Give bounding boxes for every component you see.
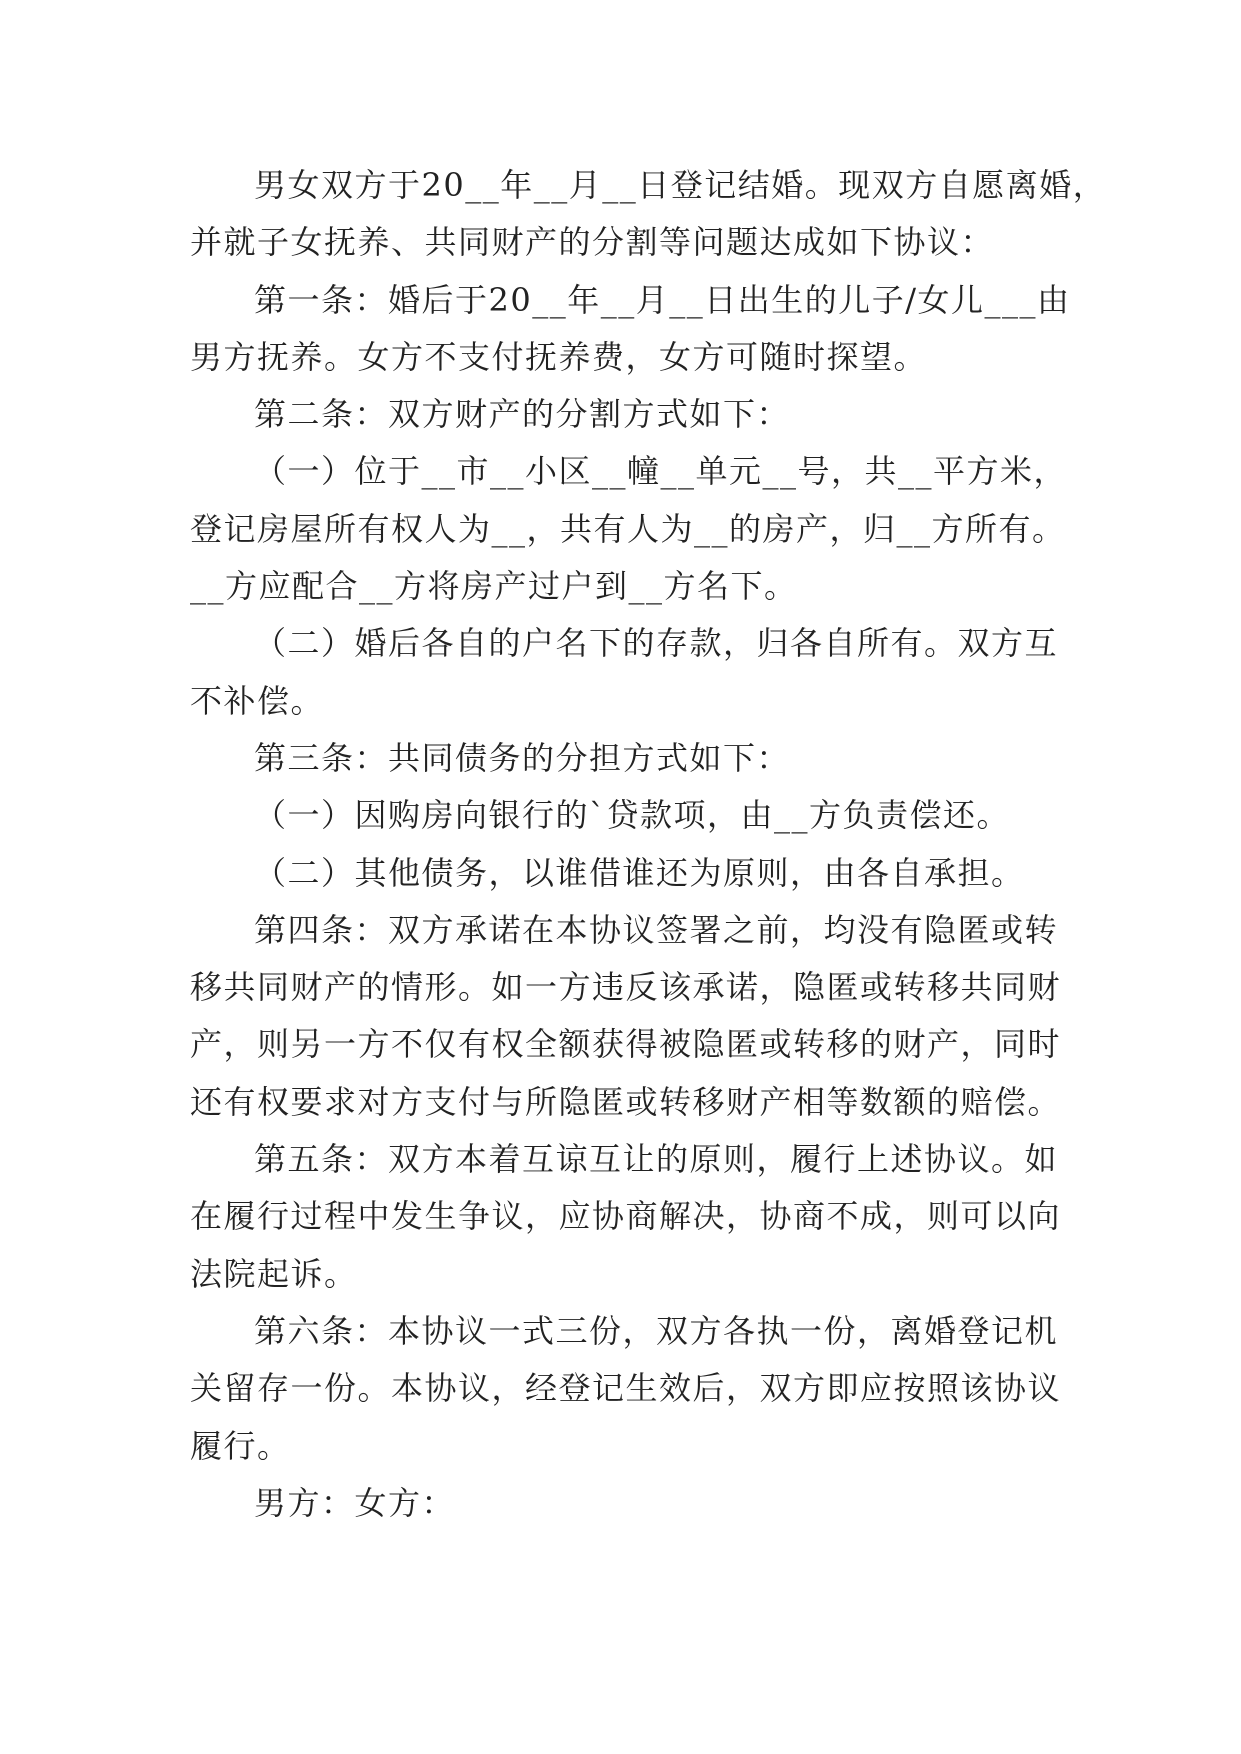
text-line: 并就子女抚养、共同财产的分割等问题达成如下协议： bbox=[190, 223, 995, 262]
text-line: 登记房屋所有权人为__，共有人为__的房产，归__方所有。 bbox=[190, 509, 1066, 548]
text-line: 产，则另一方不仅有权全额获得被隐匿或转移的财产，同时 bbox=[190, 1025, 1062, 1064]
signature-line bbox=[190, 1475, 1090, 1532]
paragraph-article-5 bbox=[190, 1131, 1090, 1303]
text-line: （二）其他债务，以谁借谁还为原则，由各自承担。 bbox=[254, 853, 1025, 892]
text-line: 第五条：双方本着互谅互让的原则，履行上述协议。如 bbox=[254, 1140, 1059, 1179]
text-line: __方应配合__方将房产过户到__方名下。 bbox=[190, 567, 798, 606]
paragraph-article-3-item-2 bbox=[190, 845, 1090, 902]
agreement-body bbox=[190, 157, 1107, 1532]
text-line: 还有权要求对方支付与所隐匿或转移财产相等数额的赔偿。 bbox=[190, 1082, 1062, 1121]
text-line: 男方：女方： bbox=[254, 1483, 456, 1522]
paragraph-article-1 bbox=[190, 272, 1090, 387]
paragraph-article-3-item-1 bbox=[190, 787, 1090, 844]
paragraph-article-4 bbox=[190, 902, 1090, 1131]
paragraph-intro bbox=[190, 157, 1107, 272]
text-line: 第四条：双方承诺在本协议签署之前，均没有隐匿或转 bbox=[254, 910, 1059, 949]
text-line: （一）因购房向银行的`贷款项，由__方负责偿还。 bbox=[254, 796, 1011, 835]
text-line: 男方抚养。女方不支付抚养费，女方可随时探望。 bbox=[190, 337, 928, 376]
paragraph-article-2 bbox=[190, 386, 1090, 443]
text-line: 第一条：婚后于20__年__月__日出生的儿子/女儿___由 bbox=[254, 280, 1071, 319]
text-line: 第三条：共同债务的分担方式如下： bbox=[254, 738, 791, 777]
text-line: 关留存一份。本协议，经登记生效后，双方即应按照该协议 bbox=[190, 1369, 1062, 1408]
text-line: （一）位于__市__小区__幢__单元__号，共__平方米， bbox=[254, 452, 1068, 491]
text-line: 在履行过程中发生争议，应协商解决，协商不成，则可以向 bbox=[190, 1197, 1062, 1236]
text-line: 移共同财产的情形。如一方违反该承诺，隐匿或转移共同财 bbox=[190, 968, 1062, 1007]
text-line: 第六条：本协议一式三份，双方各执一份，离婚登记机 bbox=[254, 1311, 1059, 1350]
paragraph-article-2-item-2 bbox=[190, 615, 1090, 730]
text-line: 法院起诉。 bbox=[190, 1254, 358, 1293]
text-line: 履行。 bbox=[190, 1426, 291, 1465]
text-line: 不补偿。 bbox=[190, 681, 325, 720]
paragraph-article-3 bbox=[190, 730, 1090, 787]
text-line: 男女双方于20__年__月__日登记结婚。现双方自愿离婚， bbox=[254, 166, 1107, 204]
paragraph-article-6 bbox=[190, 1303, 1090, 1475]
text-line: （二）婚后各自的户名下的存款，归各自所有。双方互 bbox=[254, 624, 1059, 663]
text-line: 第二条：双方财产的分割方式如下： bbox=[254, 395, 791, 434]
paragraph-article-2-item-1 bbox=[190, 443, 1090, 615]
